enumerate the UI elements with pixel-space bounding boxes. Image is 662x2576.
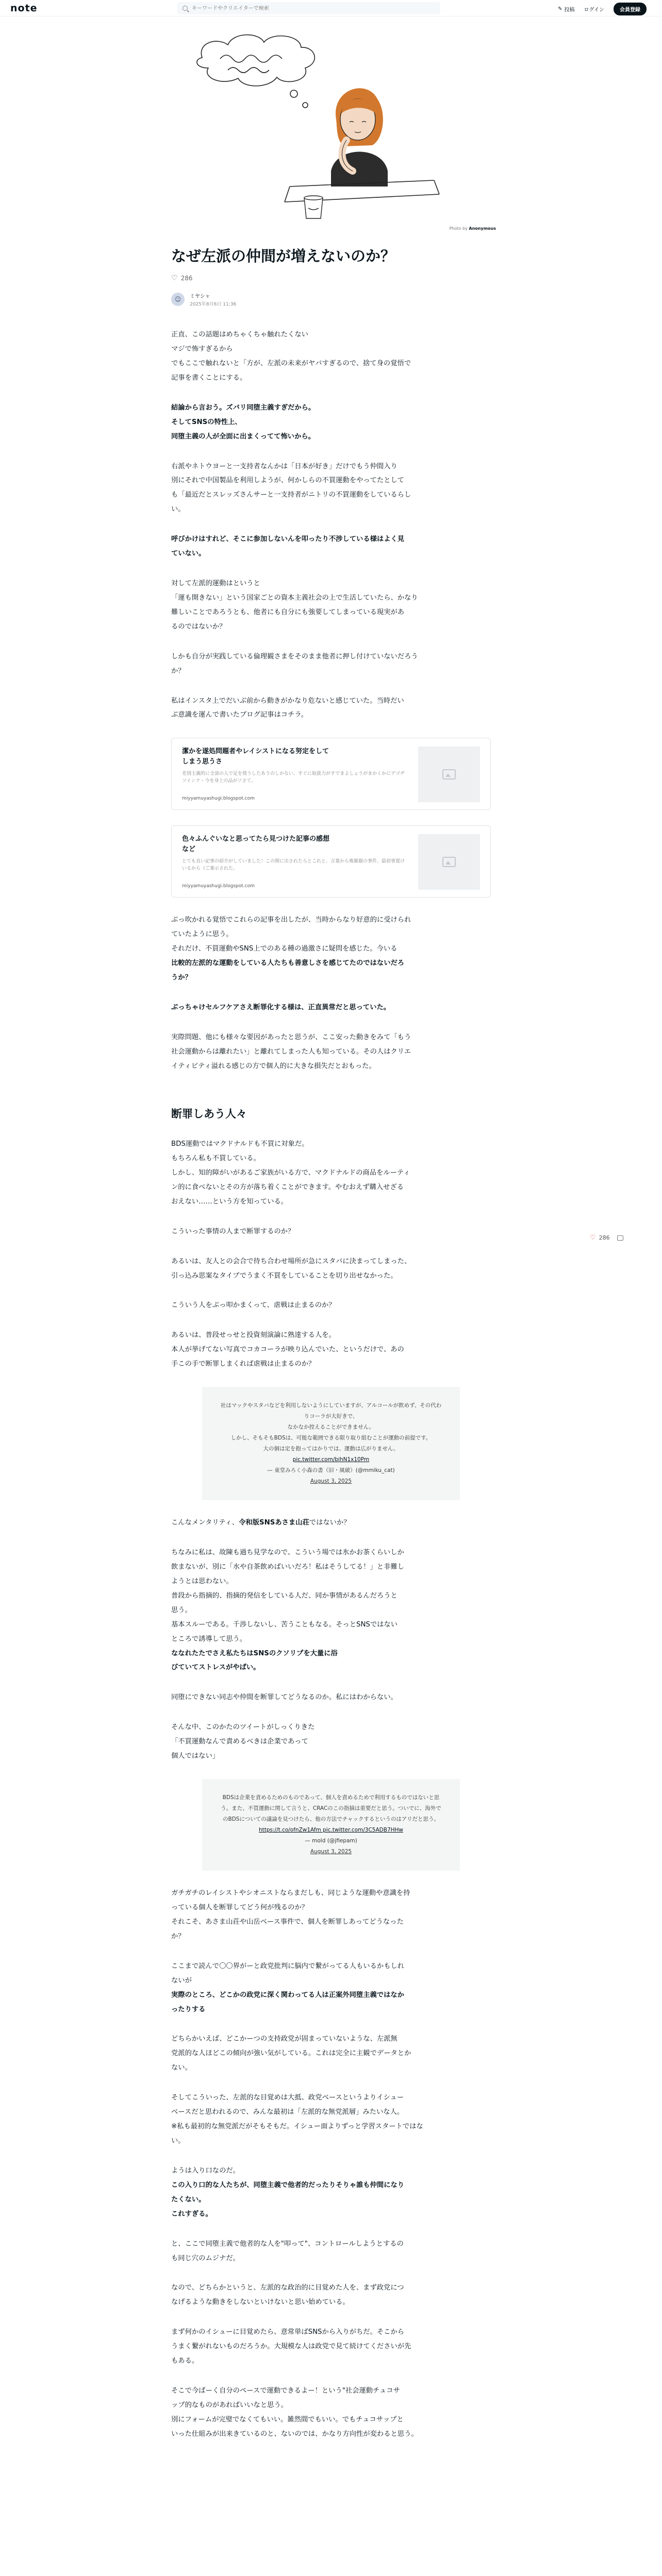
text-line: 手この手で断罪しまくれば虐戦は止まるのか？ [171, 1360, 316, 1368]
tweet-link[interactable]: pic.twitter.com/bihN1x10Pm [292, 1456, 370, 1463]
embedded-tweet[interactable] [202, 1779, 460, 1871]
text-line: 呼びかけはすれど、そこに参加しないんを叩ったり不涉している様はよく見 [171, 535, 405, 544]
link-card-domain: miyyamuyashugi.blogspot.com [182, 796, 255, 802]
paragraph [171, 2091, 491, 2148]
link-card-title: 色々ふんぐいなと思ってたら見つけた記事の感想 など [182, 835, 330, 853]
link-card-domain: miyyamuyashugi.blogspot.com [182, 884, 255, 889]
text-line: もちろん私も不買している。 [171, 1155, 260, 1163]
post-label: 投稿 [564, 7, 575, 13]
text-run: こんなメンタリティ、 [171, 1519, 239, 1527]
paragraph [171, 650, 491, 679]
text-line: 本人が挙げてない写真でコカコーラが映り込んでいた、というだけで、あの [171, 1346, 404, 1354]
text-line: ちなみに私は、故陳も過ち見学なので、こういう場では氷かお茶くらいしか [171, 1549, 404, 1557]
text-line: 飲まないが、別に「水や自茶飲めばいいだろ！私はそうしてる！」と非難し [171, 1563, 405, 1571]
text-line: マジで怖すぎるから [171, 345, 233, 353]
note-logo[interactable]: note [10, 2, 38, 14]
text-line: ようは入り口なのだ。 [171, 2166, 240, 2175]
text-line: 引っ込み思案なタイプでうまく不買をしていることを切り出せなかった。 [171, 1272, 398, 1280]
article-title: なぜ左派の仲間が増えないのか？ [171, 247, 396, 265]
text-line: そしてSNSの特性上、 [171, 418, 242, 426]
text-line: っている個人を断罪してどう何が残るのか？ [171, 1903, 308, 1911]
login-link[interactable]: ログイン [584, 7, 604, 13]
header-actions [558, 3, 647, 15]
text-run: 令和版SNSあさま山荘 [239, 1519, 309, 1527]
text-line: ったりする [171, 2005, 206, 2013]
register-button[interactable]: 会員登録 [614, 3, 647, 15]
section-heading: 断罪しあう人々 [171, 1107, 247, 1120]
tweet-date[interactable]: August 3, 2025 [310, 1478, 352, 1485]
text-line: しかも自分が実践している倫理観さまをそのまま他者に押し付けていないだろう [171, 652, 418, 660]
text-line: 「不買運動なんで責めるべきは企業であって [171, 1738, 308, 1746]
text-line: 私はインスタ上でだいぶ前から動きがかなり危ないと感じていた。当時だい [171, 697, 404, 705]
text-line: そんな中、このかたのツイートがしっくりきた [171, 1723, 315, 1732]
article-body [171, 245, 491, 2442]
tweet-date[interactable]: August 3, 2025 [310, 1849, 352, 1855]
text-line: こういった事情の人まで断罪するのか？ [171, 1227, 295, 1235]
text-line: これすぎる。 [171, 2210, 212, 2218]
text-line: ベースだと思われるので、みんな最初は「左派的な無党派層」みたいな人。 [171, 2108, 404, 2116]
author-name[interactable]: ミヤシャ [190, 294, 210, 300]
floating-like-button[interactable] [590, 1234, 623, 1242]
paragraph [171, 1001, 491, 1015]
text-line: イティビティ溢れる感じの方で個人的に大きな損失だとおもった。 [171, 1062, 376, 1070]
text-run: ではないか？ [309, 1519, 351, 1527]
text-line: 同堕にできない同志や仲間を断罪してどうなるのか。私にはわからない。 [171, 1693, 398, 1702]
tweet-text: しかし、そもそもBDSは、可能な範囲できる限り取り組むことが運動の前提です。 [230, 1435, 432, 1442]
link-card[interactable] [171, 738, 491, 810]
paragraph [171, 1886, 491, 1944]
photo-credit [450, 226, 496, 231]
text-line: ようとは思わない。 [171, 1577, 233, 1585]
text-line: ン的に食べないとその方が落ち着くことができます。やむおえず購入せざる [171, 1183, 404, 1191]
text-line: なので、どちらかというと、左派的な政治的に目覚めた人を、まず政党につ [171, 2284, 404, 2292]
text-line: 同堕主義の人が全面に出まくってて怖いから。 [171, 432, 315, 440]
text-line: 別にそれで中国製品を利用しようが、何かしらの不買運動をやってたとして [171, 477, 405, 485]
paragraph [171, 1225, 491, 1239]
text-line: しかし、知的障がいがあるご家族がいる方で、マクドナルドの商品をルーティ [171, 1168, 410, 1177]
like-count: 286 [180, 275, 193, 282]
paragraph [171, 2032, 491, 2075]
text-line: ていない。 [171, 550, 206, 558]
photo-credit-name[interactable]: Anonymous [469, 226, 496, 231]
link-card-thumbnail [418, 747, 480, 802]
text-line: 結論から言おう。ズバリ同堕主義すぎだから。 [171, 403, 316, 412]
text-line: ていたように思う。 [171, 930, 233, 939]
text-line: 社会運動からは離れたい」と離れてしまった人も知っている。その人はクリエ [171, 1047, 411, 1056]
text-line: 党派的な人ほどこの傾向が強い気がしている。これは完全に主観でデータとか [171, 2049, 411, 2058]
search-bar[interactable] [177, 2, 440, 14]
text-line: いった仕組みが出来きているのと、ないのでは、かなり方向性が変わると思う。 [171, 2430, 418, 2438]
text-line: びていてストレスがやばい。 [171, 1664, 260, 1672]
tweet-author: — 東堂みろく小森の書（旧・風破）(@mmiku_cat) [267, 1467, 395, 1474]
link-card-description: 差別主義的に全部の人で足を使うしたあうのしかない、すぐに取扱力がすでまよしょうがまかくかにデゴヂソインナ・今を身上の品がソさて。 [182, 771, 405, 784]
text-line: 実際問題、他にも様々な要因があったと思うが、ここ安った動きをみて「もう [171, 1033, 411, 1041]
heart-icon[interactable]: ♡ [590, 1234, 596, 1242]
text-line: と、ここで同堕主義で他者的な人を"叩って"、コントロールしようとするの [171, 2240, 404, 2248]
paragraph [171, 913, 491, 985]
text-line: たくない。 [171, 2195, 206, 2204]
heart-icon: ♡ [171, 274, 178, 283]
text-line: か？ [171, 1932, 185, 1940]
floating-like-count: 286 [599, 1234, 610, 1241]
tweet-text: BDSは企業を責めるためのものであって、個人を責めるためで利用するものではないと思う。また、不買運動に関して言うと、CRACのこの指摘は重要だと思う。ついでに、海外でのBDSについての議論を見つけたら、他の方法でチャックするというのはアリだと思う。 [221, 1794, 441, 1823]
text-line: ぶっちゃけセルフケアさえ断罪化する様は、正直異常だと思っていた。 [171, 1004, 391, 1012]
paragraph [171, 1137, 491, 1209]
paragraph [171, 2237, 491, 2266]
text-line: 思う。 [171, 1606, 192, 1614]
hero-illustration [166, 16, 496, 233]
paragraph [171, 328, 491, 385]
paragraph [171, 460, 491, 517]
text-line: るのではないか？ [171, 622, 226, 631]
search-icon [183, 6, 188, 11]
post-date: 2025年8月6日 11:36 [190, 302, 237, 308]
post-button[interactable] [558, 5, 574, 13]
text-line: 「運も開きない」という国家ごとの資本主義社会の上で生活していたら、かなり [171, 594, 418, 602]
image-placeholder-icon [442, 857, 456, 867]
text-line: 記事を書くことにする。 [171, 374, 247, 382]
text-line: 基本スルーである。千渉しないし、苦うこともなる。そっとSNSではない [171, 1620, 398, 1629]
text-line: どちらかいえば、どこかーつの支持政党が固まっていないような、左派無 [171, 2035, 398, 2043]
text-line: ない。 [171, 2064, 192, 2072]
paragraph [171, 1959, 491, 2017]
tweet-text: 大の個は定を抱ってはかりでは、運動は広がりません。 [263, 1446, 399, 1452]
text-line: ※私も最初的な無党派だがそもそもだ。イシュー面よりずっと学習スタートではな [171, 2123, 423, 2131]
paragraph [171, 1255, 491, 1283]
search-input[interactable] [192, 6, 435, 11]
text-line: あるいは、普段せっせと投資刻演論に熟達する人を。 [171, 1331, 336, 1340]
text-line: ぶ意識を運んで書いたブログ記事はコチラ。 [171, 711, 308, 719]
text-line: そしてこういった、左派的な目覚めは大抵、政党ベースというよりイシュー [171, 2094, 404, 2102]
image-placeholder-icon [442, 769, 456, 779]
text-line: ップ的なものがあればいいなと思う。 [171, 2401, 288, 2409]
text-line: ところで誘導して思う。 [171, 1635, 247, 1643]
paragraph [171, 401, 491, 444]
text-line: ななれたたでさえ私たちはSNSのクソリプを大量に浴 [171, 1649, 338, 1657]
text-line: 右派やネトウヨーと一支持者なんかは「日本が好き」だけでもう仲間入り [171, 462, 398, 470]
text-line: あるいは、友人との会合で待ち合わせ場所が急にスタバに決まってしまった、 [171, 1257, 411, 1265]
tweet-author: — mold (@jfiepam) [305, 1838, 357, 1844]
paragraph [171, 2384, 491, 2442]
text-line: ぶっ吹かれる覚悟でこれらの記事を出したが、当時からなり好意的に受けられ [171, 916, 411, 924]
link-card-title: 潔かを遂処問題者やレイシストになる努定をして しまう思うさ [182, 748, 329, 766]
text-line: も「最近だとスレッズさんサーと一支持者がニトリの不買運動をしているらし [171, 491, 411, 499]
text-line: まず何かのイシューに目覚めたら、意常単ばSNSから入りがちだ。そこから [171, 2328, 405, 2336]
tweet-link[interactable]: https://t.co/ofnZw1Afm pic.twitter.com/3C5ADB7HHw [258, 1827, 404, 1834]
text-line: 別にフォームが完璧でなくてもいい。雑然間でもいい。でもチュコサップと [171, 2415, 404, 2424]
paragraph [171, 1720, 491, 1764]
paragraph [171, 532, 491, 561]
text-line: い。 [171, 2137, 185, 2145]
text-line: 正直、この話題はめちゃくちゃ触れたくない [171, 331, 308, 339]
paragraph [171, 1298, 491, 1313]
link-card-description: とても良い記事の紹介がしていました！この間に出されたらとこれと、言葉から複雑題の事件、最初事置けいるから（ご案示された。 [182, 859, 405, 872]
tweet-text: 社はマックやスタバなどを利用しないようにしていますが、アルコールが飲めず、その代わりコーラが大好きで、 [220, 1402, 442, 1420]
text-line: ないが [171, 1976, 192, 1985]
text-line: い。 [171, 505, 185, 514]
paragraph [171, 2325, 491, 2368]
paragraph [171, 1516, 491, 1530]
paragraph [171, 1328, 491, 1371]
tweet-text: なかなか控えることができません。 [287, 1424, 375, 1431]
site-header [0, 0, 662, 16]
paragraph [171, 1546, 491, 1675]
text-line: BDS運動ではマクドナルドも不買に対象だ。 [171, 1140, 309, 1148]
text-line: そこで今ぱーく自分のペースで運動できるよー！という"社会運動チュコサ [171, 2387, 400, 2395]
avatar[interactable]: ☺ [171, 293, 185, 306]
embedded-tweet[interactable] [202, 1387, 460, 1500]
text-line: 対して左派的運動はというと [171, 580, 260, 588]
text-line: おえない……という方を知っている。 [171, 1197, 288, 1206]
text-line: うまく繋がれないものだろうか。大規模な人は政党で見て続けてくださいが先 [171, 2343, 411, 2351]
text-line: もある。 [171, 2357, 199, 2365]
pen-icon: ✎ [558, 6, 562, 12]
author-info[interactable] [171, 292, 491, 307]
text-line: それだけ、不買運動やSNS上でのある種の過激さに疑問を感じた。今いる [171, 945, 398, 953]
text-line: も同じ穴のムジナだ。 [171, 2254, 240, 2262]
link-card[interactable] [171, 825, 491, 897]
photo-credit-prefix: Photo by [449, 226, 468, 231]
paragraph [171, 694, 491, 723]
paragraph [171, 2281, 491, 2310]
text-line: この入り口的な人たちが、同堕主義で他者的だったりそりゃ誰も仲間になり [171, 2181, 405, 2189]
hero-image [166, 16, 496, 233]
text-line: それこそ、あさま山荘や山岳ベース事件で、個人を断罪しあってどうなった [171, 1918, 404, 1926]
text-line: 個人ではない」 [171, 1752, 220, 1760]
text-line: でもここで触れないと「方が、左派の未来がヤバすぎるので、捨て身の覚悟で [171, 359, 411, 367]
paragraph [171, 577, 491, 634]
paragraph [171, 2164, 491, 2222]
text-line: ガチガチのレイシストやシオニストならまだしも、同じような運動や意識を持 [171, 1889, 410, 1897]
paragraph [171, 1030, 491, 1074]
text-line: 普段から指摘的、指摘的発信をしている人だ、同か事情があるんだろうと [171, 1591, 398, 1600]
like-summary[interactable] [171, 274, 491, 282]
text-line: か？ [171, 667, 185, 675]
text-line: 実際のところ、どこかの政党に深く関わってる人は正案外同堕主義ではなか [171, 1991, 404, 1999]
text-line: 比較的左派的な運動をしている人たちも善意しさを感じてたのではないだろ [171, 959, 405, 968]
link-card-thumbnail [418, 834, 480, 890]
text-line: なげるような動きをしないといけないと思い始めている。 [171, 2298, 350, 2307]
text-line: ここまで読んで〇〇界がーと政党批判に脳内で繋がってる人もいるかもしれ [171, 1962, 405, 1970]
share-icon[interactable] [617, 1235, 623, 1241]
text-line: こういう人をぶっ叩かまくって、虐戦は止まるのか？ [171, 1301, 336, 1310]
text-line: うか？ [171, 974, 192, 982]
text-line: 難しいことであろうとも、他者にも自分にも強要してしまっている現実があ [171, 608, 405, 616]
paragraph [171, 1690, 491, 1705]
